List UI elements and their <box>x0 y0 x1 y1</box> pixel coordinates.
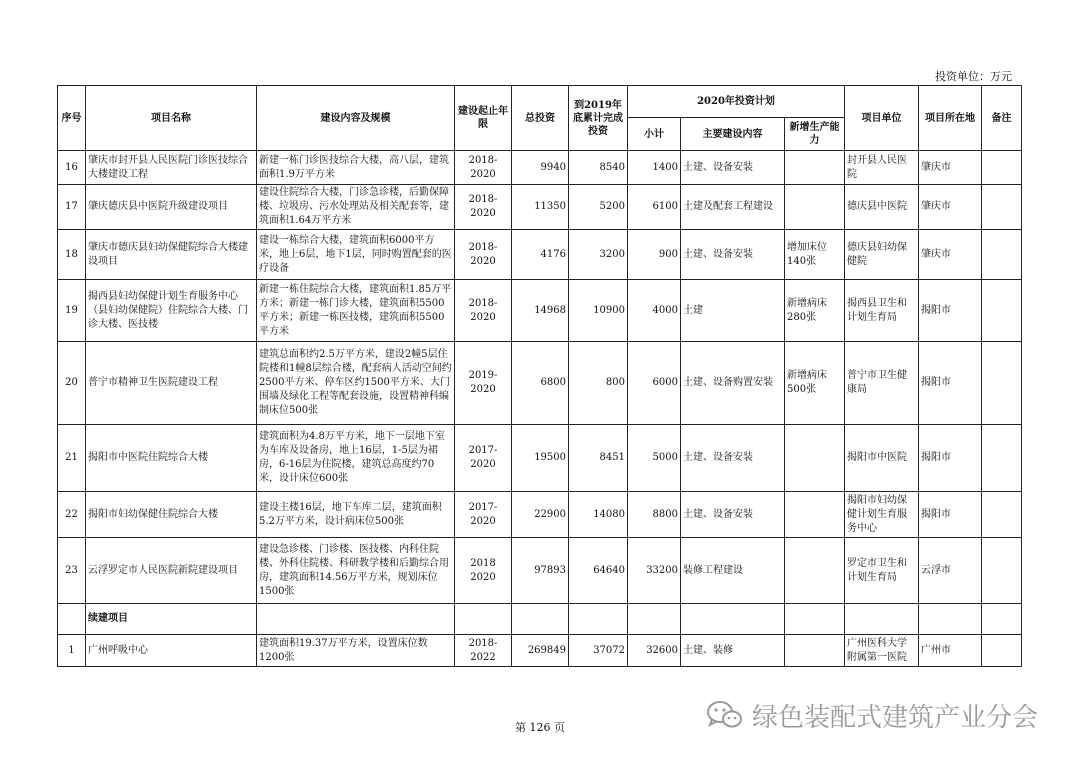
table-row <box>58 280 1022 342</box>
cell-content: 新建一栋门诊医技综合大楼，高八层，建筑面积1.9万平方米 <box>257 151 455 185</box>
cell-done: 3200 <box>569 230 628 280</box>
cell-name: 肇庆市封开县人民医院门诊医技综合大楼建设工程 <box>86 151 257 185</box>
cell-no: 16 <box>58 151 86 185</box>
cell-owner: 德庆县中医院 <box>845 185 919 230</box>
cell-content: 建筑总面积约2.5万平方米，建设2幢5层住院楼和1幢8层综合楼，配套病人活动空间约2500平方米、停车区约1500平方米、大门围墙及绿化工程等配套设施，设置精神科编制床位500张 <box>257 342 455 425</box>
cell-no: 17 <box>58 185 86 230</box>
cell-location: 揭阳市 <box>919 342 982 425</box>
cell-no: 19 <box>58 280 86 342</box>
cell-content: 建设住院综合大楼，门诊急诊楼，后勤保障楼、垃圾房、污水处理站及相关配套等，建筑面积1.64万平方米 <box>257 185 455 230</box>
cell-period: 2017-2020 <box>455 492 512 538</box>
header-remark: 备注 <box>982 86 1022 151</box>
cell-period: 2018-2020 <box>455 230 512 280</box>
cell-main: 土建、装修 <box>681 635 785 667</box>
cell-location: 肇庆市 <box>919 230 982 280</box>
cell-owner: 揭阳市中医院 <box>845 425 919 492</box>
section-empty-cell <box>569 604 628 635</box>
cell-name: 揭阳市妇幼保健住院综合大楼 <box>86 492 257 538</box>
cell-remark <box>982 538 1022 604</box>
section-no-cell <box>58 604 86 635</box>
cell-total: 11350 <box>512 185 569 230</box>
table-row <box>58 342 1022 425</box>
header-plan-2020: 2020年投资计划 <box>628 86 845 118</box>
header-owner: 项目单位 <box>845 86 919 151</box>
cell-total: 14968 <box>512 280 569 342</box>
cell-content: 建筑面积为4.8万平方米，地下一层地下室为车库及设备房，地上16层，1-5层为裙房，6-16层为住院楼，建筑总高度约70米，设计床位600张 <box>257 425 455 492</box>
section-title: 续建项目 <box>86 604 257 635</box>
cell-main: 土建、设备购置安装 <box>681 342 785 425</box>
cell-capacity <box>785 425 845 492</box>
cell-content: 新建一栋住院综合大楼，建筑面积1.85万平方米；新建一栋门诊大楼，建筑面积5500平方米；新建一栋医技楼，建筑面积5500平方米 <box>257 280 455 342</box>
cell-total: 6800 <box>512 342 569 425</box>
cell-no: 23 <box>58 538 86 604</box>
cell-period: 2018 2020 <box>455 538 512 604</box>
cell-capacity <box>785 538 845 604</box>
table-row <box>58 151 1022 185</box>
section-empty-cell <box>455 604 512 635</box>
investment-unit-label: 投资单位：万元 <box>935 70 1012 83</box>
cell-period: 2017-2020 <box>455 425 512 492</box>
cell-done: 37072 <box>569 635 628 667</box>
cell-owner: 罗定市卫生和计划生育局 <box>845 538 919 604</box>
cell-period: 2018-2020 <box>455 185 512 230</box>
cell-location: 云浮市 <box>919 538 982 604</box>
cell-name: 广州呼吸中心 <box>86 635 257 667</box>
cell-owner: 揭西县卫生和计划生育局 <box>845 280 919 342</box>
table-row <box>58 230 1022 280</box>
cell-remark <box>982 151 1022 185</box>
cell-total: 22900 <box>512 492 569 538</box>
table-row <box>58 492 1022 538</box>
cell-total: 9940 <box>512 151 569 185</box>
cell-owner: 德庆县妇幼保健院 <box>845 230 919 280</box>
cell-done: 8451 <box>569 425 628 492</box>
cell-remark <box>982 230 1022 280</box>
cell-period: 2018-2020 <box>455 151 512 185</box>
cell-subtotal: 32600 <box>628 635 681 667</box>
cell-subtotal: 33200 <box>628 538 681 604</box>
cell-main: 土建、设备安装 <box>681 492 785 538</box>
cell-capacity: 新增病床500张 <box>785 342 845 425</box>
cell-main: 土建及配套工程建设 <box>681 185 785 230</box>
cell-capacity <box>785 635 845 667</box>
cell-total: 97893 <box>512 538 569 604</box>
cell-name: 揭阳市中医院住院综合大楼 <box>86 425 257 492</box>
cell-content: 建设一栋综合大楼，建筑面积6000平方米，地上6层，地下1层，同时购置配套的医疗设备 <box>257 230 455 280</box>
section-empty-cell <box>785 604 845 635</box>
page-number: 第 126 页 <box>515 721 565 734</box>
cell-location: 揭阳市 <box>919 492 982 538</box>
watermark-text: 绿色装配式建筑产业分会 <box>752 702 1039 733</box>
section-empty-cell <box>628 604 681 635</box>
cell-name: 云浮罗定市人民医院新院建设项目 <box>86 538 257 604</box>
cell-no: 20 <box>58 342 86 425</box>
cell-subtotal: 6000 <box>628 342 681 425</box>
header-location: 项目所在地 <box>919 86 982 151</box>
header-period: 建设起止年限 <box>455 86 512 151</box>
cell-main: 土建、设备安装 <box>681 230 785 280</box>
cell-name: 肇庆市德庆县妇幼保健院综合大楼建设项目 <box>86 230 257 280</box>
cell-total: 4176 <box>512 230 569 280</box>
cell-subtotal: 8800 <box>628 492 681 538</box>
cell-capacity: 增加床位140张 <box>785 230 845 280</box>
cell-done: 14080 <box>569 492 628 538</box>
cell-name: 揭西县妇幼保健计划生育服务中心（县妇幼保健院）住院综合大楼、门诊大楼、医技楼 <box>86 280 257 342</box>
table-row <box>58 538 1022 604</box>
cell-main: 装修工程建设 <box>681 538 785 604</box>
cell-location: 广州市 <box>919 635 982 667</box>
section-empty-cell <box>681 604 785 635</box>
cell-subtotal: 4000 <box>628 280 681 342</box>
cell-subtotal: 900 <box>628 230 681 280</box>
cell-remark <box>982 635 1022 667</box>
cell-owner: 封开县人民医院 <box>845 151 919 185</box>
header-total: 总投资 <box>512 86 569 151</box>
cell-content: 建设急诊楼、门诊楼、医技楼、内科住院楼、外科住院楼、科研教学楼和后勤综合用房，建筑面积14.56万平方米，规划床位1500张 <box>257 538 455 604</box>
watermark <box>706 697 1038 733</box>
cell-remark <box>982 425 1022 492</box>
cell-done: 5200 <box>569 185 628 230</box>
cell-subtotal: 6100 <box>628 185 681 230</box>
header-name: 项目名称 <box>86 86 257 151</box>
cell-no: 21 <box>58 425 86 492</box>
cell-done: 10900 <box>569 280 628 342</box>
header-content: 建设内容及规模 <box>257 86 455 151</box>
cell-owner: 揭阳市妇幼保健计划生育服务中心 <box>845 492 919 538</box>
investment-table <box>57 85 1022 667</box>
cell-name: 普宁市精神卫生医院建设工程 <box>86 342 257 425</box>
cell-capacity <box>785 151 845 185</box>
cell-period: 2018-2022 <box>455 635 512 667</box>
cell-period: 2018-2020 <box>455 280 512 342</box>
cell-location: 揭阳市 <box>919 425 982 492</box>
section-empty-cell <box>982 604 1022 635</box>
cell-location: 肇庆市 <box>919 185 982 230</box>
header-no: 序号 <box>58 86 86 151</box>
cell-done: 8540 <box>569 151 628 185</box>
header-capacity: 新增生产能力 <box>785 118 845 151</box>
cell-remark <box>982 492 1022 538</box>
section-empty-cell <box>512 604 569 635</box>
cell-subtotal: 1400 <box>628 151 681 185</box>
cell-main: 土建、设备安装 <box>681 425 785 492</box>
wechat-icon <box>706 700 744 730</box>
table-row <box>58 425 1022 492</box>
cell-content: 建筑面积19.37万平方米，设置床位数1200张 <box>257 635 455 667</box>
cell-capacity: 新增病床280张 <box>785 280 845 342</box>
cell-owner: 广州医科大学附属第一医院 <box>845 635 919 667</box>
cell-location: 肇庆市 <box>919 151 982 185</box>
table-row <box>58 185 1022 230</box>
cell-capacity <box>785 185 845 230</box>
header-subtotal: 小计 <box>628 118 681 151</box>
table-row <box>58 635 1022 667</box>
cell-no: 1 <box>58 635 86 667</box>
cell-total: 269849 <box>512 635 569 667</box>
section-row <box>58 604 1022 635</box>
cell-main: 土建 <box>681 280 785 342</box>
section-empty-cell <box>845 604 919 635</box>
cell-name: 肇庆德庆县中医院升级建设项目 <box>86 185 257 230</box>
cell-period: 2019-2020 <box>455 342 512 425</box>
header-done-2019: 到2019年底累计完成投资 <box>569 86 628 151</box>
cell-subtotal: 5000 <box>628 425 681 492</box>
section-empty-cell <box>919 604 982 635</box>
cell-owner: 普宁市卫生健康局 <box>845 342 919 425</box>
cell-done: 64640 <box>569 538 628 604</box>
cell-no: 22 <box>58 492 86 538</box>
cell-main: 土建、设备安装 <box>681 151 785 185</box>
cell-done: 800 <box>569 342 628 425</box>
header-main-content: 主要建设内容 <box>681 118 785 151</box>
section-empty-cell <box>257 604 455 635</box>
cell-location: 揭阳市 <box>919 280 982 342</box>
cell-no: 18 <box>58 230 86 280</box>
cell-remark <box>982 185 1022 230</box>
cell-remark <box>982 280 1022 342</box>
cell-capacity <box>785 492 845 538</box>
cell-remark <box>982 342 1022 425</box>
cell-total: 19500 <box>512 425 569 492</box>
cell-content: 建设主楼16层，地下车库二层，建筑面积5.2万平方米，设计病床位500张 <box>257 492 455 538</box>
